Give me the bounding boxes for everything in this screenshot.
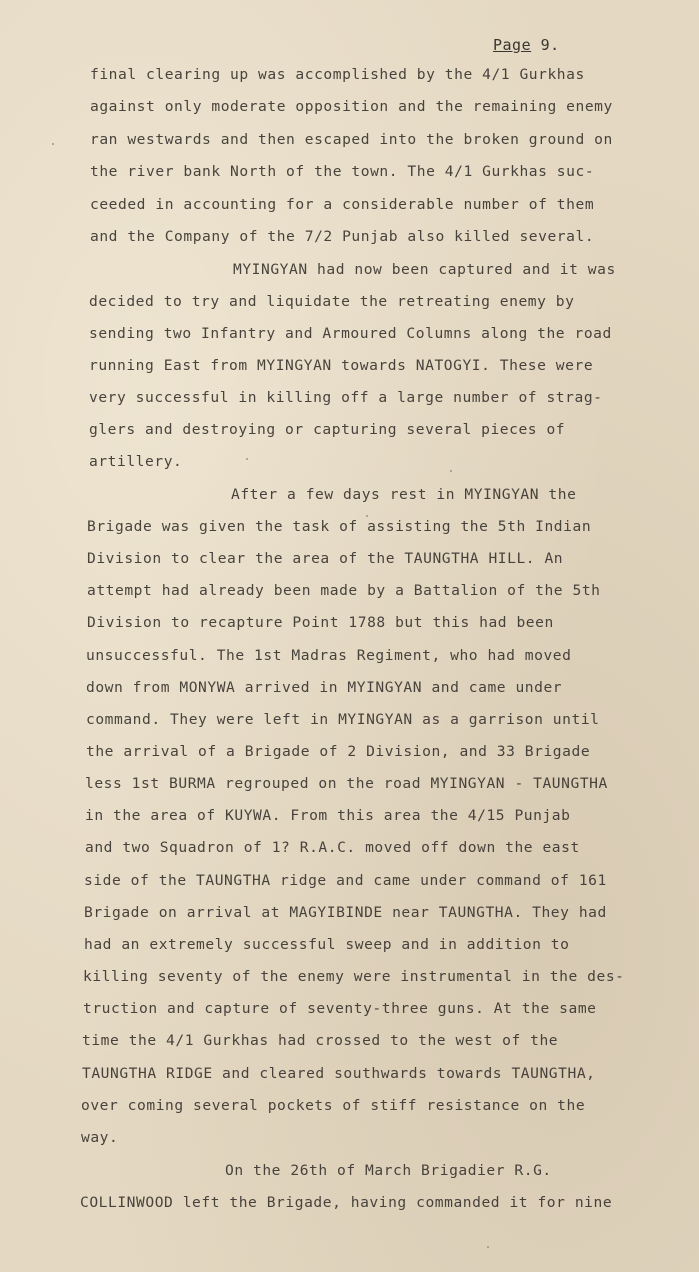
text-line: ran westwards and then escaped into the broken ground on [90, 131, 613, 148]
text-line: decided to try and liquidate the retreating enemy by [89, 293, 575, 310]
text-line: command. They were left in MYINGYAN as a garrison until [86, 711, 600, 728]
paper-speck [246, 458, 248, 460]
text-line: sending two Infantry and Armoured Columns along the road [89, 325, 612, 342]
text-line: truction and capture of seventy-three guns. At the same [83, 1000, 597, 1017]
text-line: unsuccessful. The 1st Madras Regiment, who had moved [86, 647, 572, 664]
text-line: artillery. [89, 453, 183, 470]
text-line: ceeded in accounting for a considerable number of them [90, 196, 595, 213]
text-line: TAUNGTHA RIDGE and cleared southwards towards TAUNGTHA, [82, 1065, 596, 1082]
paper-speck [366, 515, 368, 517]
text-line: and the Company of the 7/2 Punjab also killed several. [90, 228, 595, 245]
text-line: Division to recapture Point 1788 but this had been [87, 614, 554, 631]
page-number-label: Page [493, 36, 532, 54]
text-line: against only moderate opposition and the remaining enemy [90, 98, 613, 115]
text-line: and two Squadron of 1? R.A.C. moved off down the east [85, 839, 580, 856]
text-line: side of the TAUNGTHA ridge and came under command of 161 [84, 872, 607, 889]
text-line: glers and destroying or capturing several pieces of [89, 421, 566, 438]
text-line: very successful in killing off a large number of strag- [89, 389, 603, 406]
text-line: the arrival of a Brigade of 2 Division, and 33 Brigade [86, 743, 591, 760]
text-line: After a few days rest in MYINGYAN the [231, 486, 577, 503]
text-line: final clearing up was accomplished by the 4/1 Gurkhas [90, 66, 585, 83]
text-line: the river bank North of the town. The 4/1 Gurkhas suc- [90, 163, 595, 180]
paper-speck [450, 470, 452, 472]
page-number [493, 36, 560, 54]
text-line: running East from MYINGYAN towards NATOGYI. These were [89, 357, 594, 374]
text-line: way. [81, 1129, 119, 1146]
paper-speck [52, 143, 54, 145]
text-line: attempt had already been made by a Battalion of the 5th [87, 582, 601, 599]
text-line: killing seventy of the enemy were instrumental in the des- [83, 968, 625, 985]
text-line: over coming several pockets of stiff resistance on the [81, 1097, 586, 1114]
text-line: Brigade on arrival at MAGYIBINDE near TAUNGTHA. They had [84, 904, 607, 921]
page-number-value: 9. [540, 36, 560, 54]
text-line: Brigade was given the task of assisting the 5th Indian [87, 518, 592, 535]
text-line: in the area of KUYWA. From this area the 4/15 Punjab [85, 807, 571, 824]
text-line: down from MONYWA arrived in MYINGYAN and came under [86, 679, 563, 696]
text-line: Division to clear the area of the TAUNGTHA HILL. An [87, 550, 564, 567]
text-line: MYINGYAN had now been captured and it was [233, 261, 616, 278]
text-line: COLLINWOOD left the Brigade, having commanded it for nine [80, 1194, 613, 1211]
text-line: time the 4/1 Gurkhas had crossed to the west of the [82, 1032, 559, 1049]
text-line: less 1st BURMA regrouped on the road MYINGYAN - TAUNGTHA [85, 775, 608, 792]
text-line: had an extremely successful sweep and in addition to [84, 936, 570, 953]
text-line: On the 26th of March Brigadier R.G. [225, 1162, 552, 1179]
paper-speck [487, 1246, 489, 1248]
